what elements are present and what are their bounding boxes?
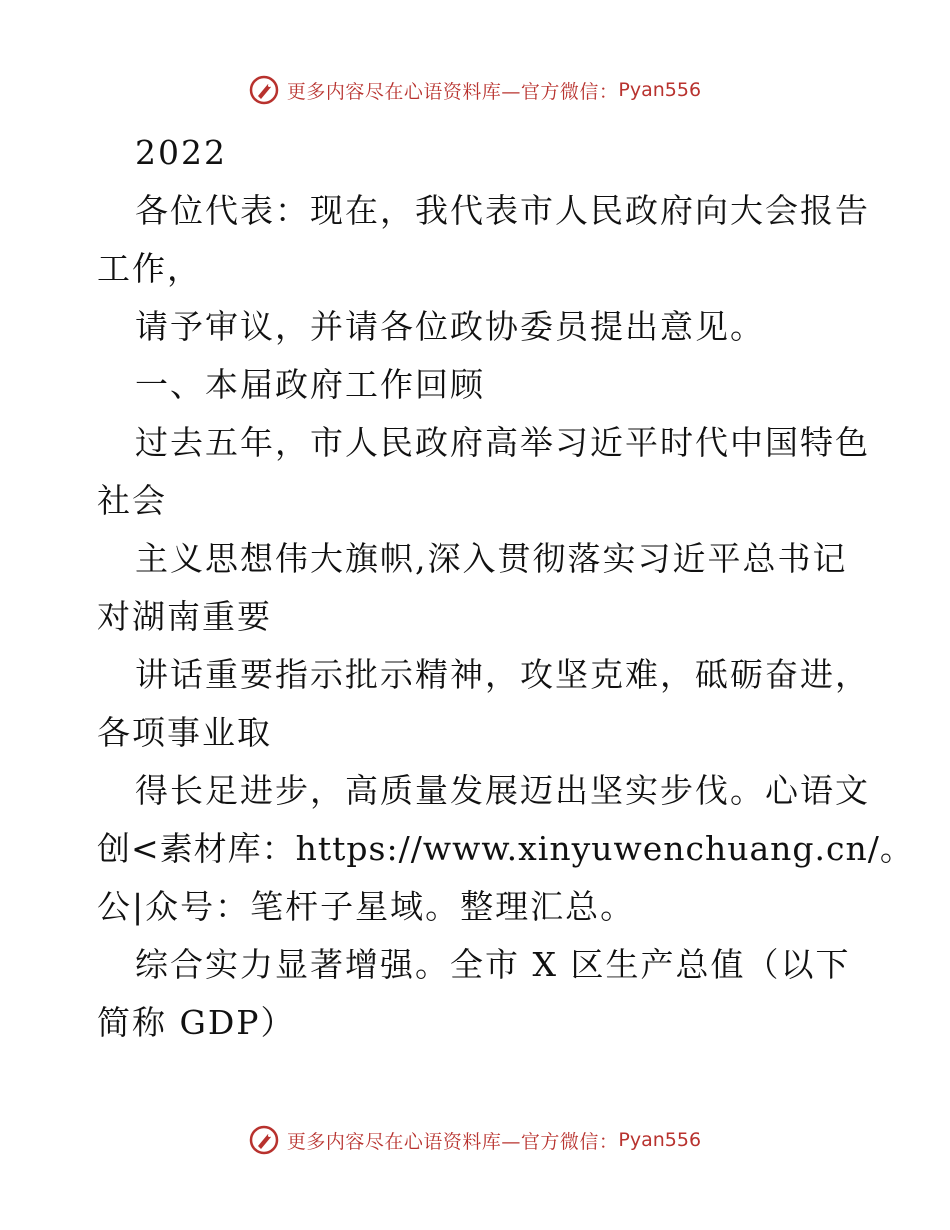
footer-banner-text: 更多内容尽在心语资料库—官方微信： xyxy=(286,1130,619,1153)
doc-line-url: 创<素材库：https://www.xinyuwenchuang.cn/。 xyxy=(97,829,914,868)
pen-logo-icon xyxy=(249,75,279,105)
doc-line: 对湖南重要 xyxy=(97,597,272,636)
document-body xyxy=(97,124,914,1052)
header-banner-text: 更多内容尽在心语资料库—官方微信： xyxy=(286,80,619,103)
doc-line: 工作， xyxy=(97,249,202,288)
footer-banner xyxy=(0,1120,950,1160)
header-banner-wechat: Pyan556 xyxy=(618,79,702,101)
footer-banner-wechat: Pyan556 xyxy=(618,1129,702,1151)
doc-line: 主义思想伟大旗帜,深入贯彻落实习近平总书记 xyxy=(135,539,848,578)
doc-line: 公|众号：笔杆子星域。整理汇总。 xyxy=(97,887,636,926)
section-heading: 一、本届政府工作回顾 xyxy=(135,365,485,404)
doc-line: 简称 GDP） xyxy=(97,1003,296,1042)
header-banner xyxy=(0,70,950,110)
doc-line: 请予审议，并请各位政协委员提出意见。 xyxy=(135,307,765,346)
doc-line: 过去五年，市人民政府高举习近平时代中国特色 xyxy=(135,423,870,462)
doc-line: 社会 xyxy=(97,481,167,520)
doc-line: 各项事业取 xyxy=(97,713,272,752)
doc-line: 得长足进步，高质量发展迈出坚实步伐。心语文 xyxy=(135,771,870,810)
pen-logo-icon xyxy=(249,1125,279,1155)
doc-line: 讲话重要指示批示精神，攻坚克难，砥砺奋进， xyxy=(135,655,870,694)
doc-year: 2022 xyxy=(135,133,227,172)
doc-line: 各位代表：现在，我代表市人民政府向大会报告 xyxy=(135,191,870,230)
doc-line: 综合实力显著增强。全市 X 区生产总值（以下 xyxy=(135,945,851,984)
